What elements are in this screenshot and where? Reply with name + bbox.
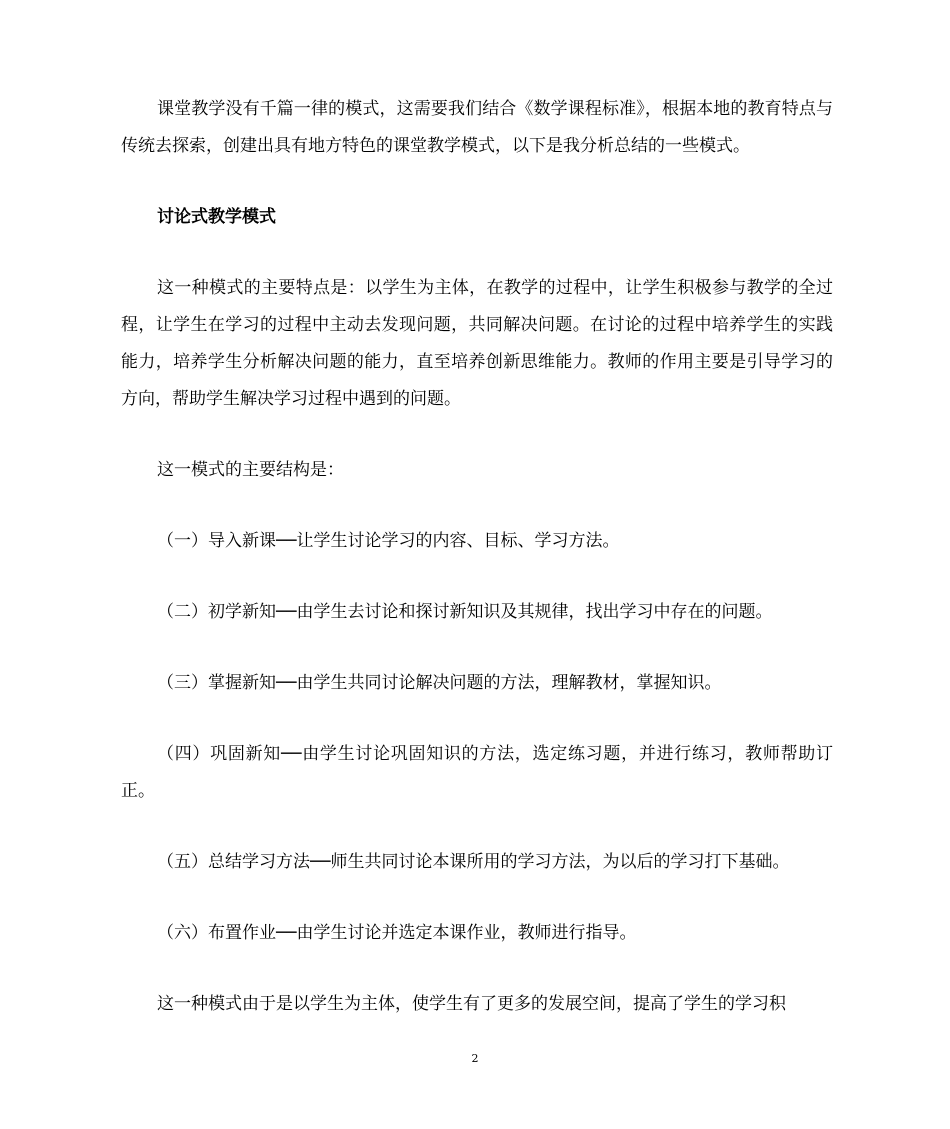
document-body [121, 91, 833, 1023]
step-6-paragraph: （六）布置作业──由学生讨论并选定本课作业，教师进行指导。 [157, 923, 637, 943]
section-heading: 讨论式教学模式 [157, 207, 276, 227]
page-number: 2 [471, 1052, 479, 1065]
features-paragraph: 这一种模式的主要特点是：以学生为主体，在教学的过程中，让学生积极参与教学的全过程，让学生在学习的过程中主动去发现问题，共同解决问题。在讨论的过程中培养学生的实践能力，培养学生分析解决问题的能力，直至培养创新思维能力。教师的作用主要是引导学习的方向，帮助学生解决学习过程中遇到的问题。 [121, 278, 833, 409]
structure-intro-paragraph: 这一模式的主要结构是： [157, 460, 344, 480]
step-4-paragraph: （四）巩固新知──由学生讨论巩固知识的方法，选定练习题，并进行练习，教师帮助订正。 [121, 744, 833, 801]
step-5-paragraph: （五）总结学习方法──师生共同讨论本课所用的学习方法，为以后的学习打下基础。 [157, 852, 790, 872]
step-2-paragraph: （二）初学新知──由学生去讨论和探讨新知识及其规律，找出学习中存在的问题。 [157, 602, 773, 622]
step-1-paragraph: （一）导入新课──让学生讨论学习的内容、目标、学习方法。 [157, 531, 620, 551]
conclusion-paragraph: 这一种模式由于是以学生为主体，使学生有了更多的发展空间，提高了学生的学习积 [157, 994, 786, 1014]
step-3-paragraph: （三）掌握新知──由学生共同讨论解决问题的方法，理解教材，掌握知识。 [157, 673, 722, 693]
intro-paragraph: 课堂教学没有千篇一律的模式，这需要我们结合《数学课程标准》，根据本地的教育特点与传统去探索，创建出具有地方特色的课堂教学模式，以下是我分析总结的一些模式。 [121, 99, 833, 156]
